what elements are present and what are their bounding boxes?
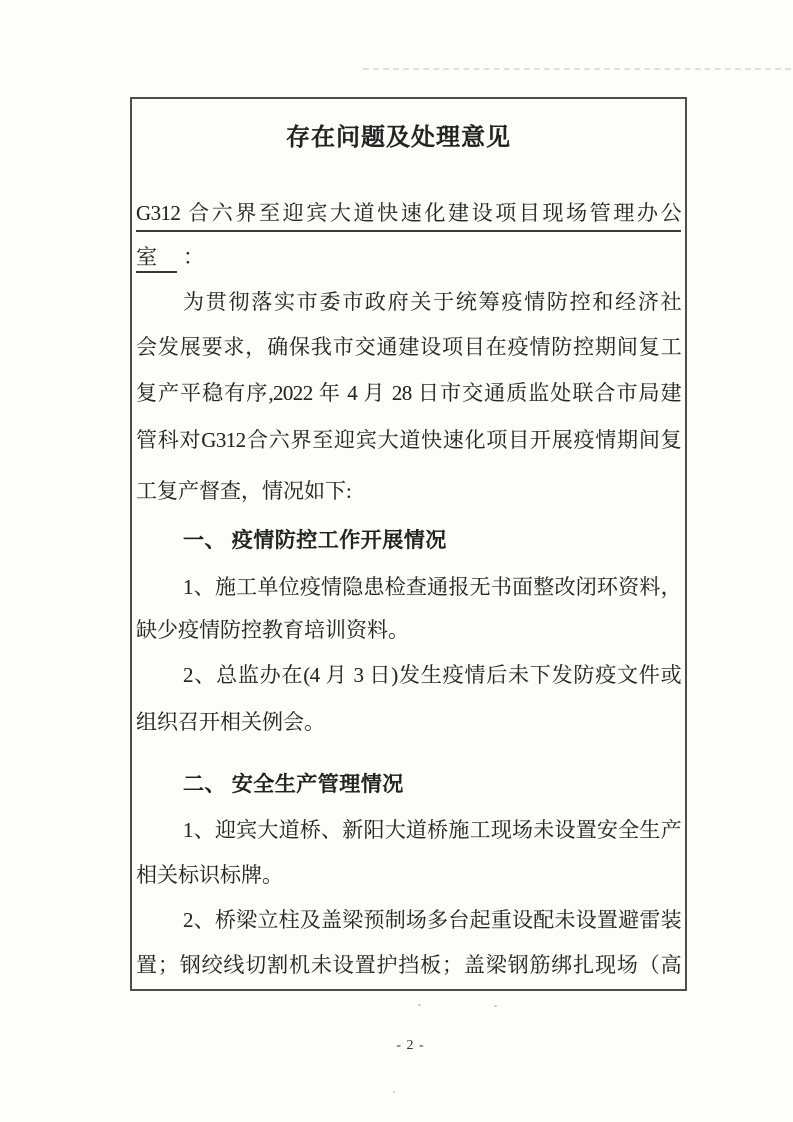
salutation-word-underlined: 室: [136, 240, 177, 273]
section-2-item-2-line-2: 置；钢绞线切割机未设置护挡板；盖梁钢筋绑扎现场（高: [136, 953, 681, 977]
intro-line-5: 工复产督查，情况如下:: [136, 479, 352, 503]
section-1-item-1-line-1: 1、施工单位疫情隐患检查通报无书面整改闭环资料，: [183, 575, 681, 599]
document-title: 存在问题及处理意见: [286, 125, 511, 151]
scan-artifact-line: [363, 68, 791, 70]
document-border-box: [130, 97, 687, 991]
salutation-line-1: G312 合六界至迎宾大道快速化建设项目现场管理办公: [136, 196, 681, 232]
salutation-colon: ：: [183, 245, 204, 269]
intro-line-2: 会发展要求，确保我市交通建设项目在疫情防控期间复工: [136, 335, 681, 359]
scan-speck: [393, 1091, 395, 1093]
section-2-item-1-line-2: 相关标识标牌。: [136, 863, 283, 887]
section-1-item-2-line-2: 组织召开相关例会。: [136, 710, 325, 734]
scan-speck: [418, 1004, 421, 1006]
section-1-item-1-line-2: 缺少疫情防控教育培训资料。: [136, 618, 409, 642]
page-number: - 2 -: [396, 1038, 425, 1053]
intro-line-3: 复产平稳有序,2022 年 4 月 28 日市交通质监处联合市局建: [136, 381, 681, 405]
intro-line-4: 管科对G312合六界至迎宾大道快速化项目开展疫情期间复: [136, 428, 681, 452]
section-1-heading: 一、 疫情防控工作开展情况: [183, 528, 447, 552]
section-2-heading: 二、 安全生产管理情况: [183, 772, 404, 796]
scan-speck: [494, 1005, 497, 1007]
section-2-item-2-line-1: 2、桥梁立柱及盖梁预制场多台起重设配未设置避雷装: [183, 908, 681, 932]
section-1-item-2-line-1: 2、总监办在(4 月 3 日)发生疫情后未下发防疫文件或: [183, 663, 681, 687]
intro-line-1: 为贯彻落实市委市政府关于统筹疫情防控和经济社: [183, 290, 681, 314]
section-2-item-1-line-1: 1、迎宾大道桥、新阳大道桥施工现场未设置安全生产: [183, 818, 681, 842]
salutation-line-2: [136, 240, 681, 274]
